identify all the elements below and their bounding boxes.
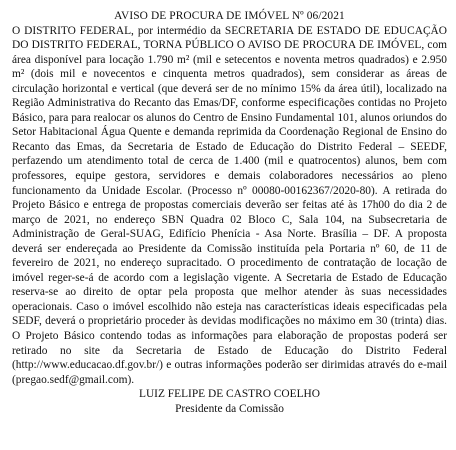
notice-title: AVISO DE PROCURA DE IMÓVEL Nº 06/2021: [114, 10, 345, 22]
signatory-role: Presidente da Comissão: [175, 402, 284, 415]
signatory-name: LUIZ FELIPE DE CASTRO COELHO: [139, 388, 320, 401]
notice-body: O DISTRITO FEDERAL, por intermédio da SECRETARIA DE ESTADO DE EDUCAÇÃO DO DISTRITO FEDERAL, TORNA PÚBLICO O AVISO DE PROCURA DE IMÓVEL, com área disponível para locação 1.790 m² (mil e setecentos e noventa metros quadrados) e 2.950 m² (dois mil e novecentos e cinquenta metros quadrados), sem considerar as áreas de circulação horizontal e vertical (que deverá ser de no mínimo 15% da área útil), localizado na Região Administrativa do Recanto das Emas/DF, conforme especificações contidas no Projeto Básico, para para realocar os alunos do Centro de Ensino Fundamental 101, alunos oriundos do Setor Habitacional Água Quente e demanda reprimida da Coordenação Regional de Ensino do Recanto das Emas, da Secretaria de Estado de Educação do Distrito Federal – SEEDF, perfazendo um atendimento total de cerca de 1.400 (mil e quatrocentos) alunos, bem com professores, equipe gestora, servidores e demais colaboradores necessários ao pleno funcionamento da Unidade Escolar. (Processo nº 00080-00162367/2020-80). A retirada do Projeto Básico e entrega de propostas comerciais deverão ser feitas até às 17h00 do dia 2 de março de 2021, no endereço SBN Quadra 02 Bloco C, Sala 104, na Subsecretaria de Administração de Geral-SUAG, Edifício Phenícia - Asa Norte. Brasília – DF. A proposta deverá ser endereçada ao Presidente da Comissão instituída pela Portaria nº 60, de 11 de fevereiro de 2021, no endereço supracitado. O procedimento de contratação de locação de imóvel reger-se-á de acordo com a legislação vigente. A Secretaria de Estado de Educação reserva-se ao direito de optar pela proposta que melhor atender às suas necessidades operacionais. Caso o imóvel escolhido não esteja nas características ideais especificadas pela SEDF, deverá o proprietário proceder às devidas modificações no máximo em 30 (trinta) dias. O Projeto Básico contendo todas as informações para elaboração de propostas poderá ser retirado no site da Secretaria de Estado de Educação do Distrito Federal (http://www.educacao.df.gov.br/) e outras informações poderão ser dirimidas através do e-mail (pregao.sedf@gmail.com).: [12, 24, 447, 386]
